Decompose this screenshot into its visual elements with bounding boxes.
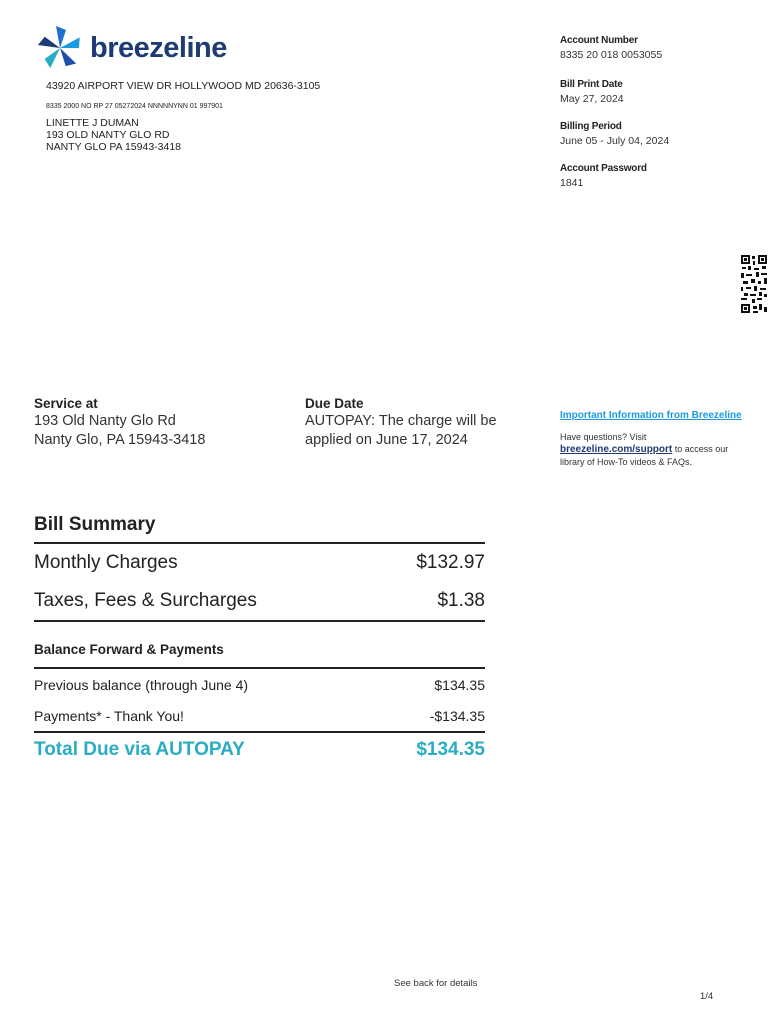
- bill-summary: [34, 512, 485, 767]
- service-label: Service at: [34, 396, 98, 411]
- service-address-block: [34, 396, 205, 450]
- total-due-label: Total Due via AUTOPAY: [34, 739, 245, 760]
- brand-logo: [36, 24, 227, 72]
- due-date-label: Due Date: [305, 396, 364, 411]
- account-number-block: [560, 35, 662, 61]
- recipient-name: LINETTE J DUMAN: [46, 117, 139, 129]
- previous-balance-row: [34, 669, 485, 700]
- total-due-value: $134.35: [416, 739, 485, 760]
- service-line1: 193 Old Nanty Glo Rd: [34, 413, 176, 429]
- previous-balance-value: $134.35: [434, 676, 485, 693]
- taxes-row: [34, 582, 485, 620]
- billing-period: June 05 - July 04, 2024: [560, 135, 670, 147]
- taxes-value: $1.38: [437, 590, 485, 611]
- recipient-street: 193 OLD NANTY GLO RD: [46, 129, 170, 141]
- account-number: 8335 20 018 0053055: [560, 49, 663, 61]
- important-info-link[interactable]: Important Information from Breezeline: [560, 410, 742, 421]
- return-address: 43920 AIRPORT VIEW DR HOLLYWOOD MD 20636-3105: [46, 80, 321, 92]
- payments-row: [34, 700, 485, 731]
- billing-period-block: [560, 121, 669, 147]
- account-number-label: Account Number: [560, 35, 638, 46]
- page-number: 1/4: [700, 991, 714, 1002]
- service-line2: Nanty Glo, PA 15943-3418: [34, 432, 206, 448]
- due-date-text: AUTOPAY: The charge will be applied on June 17, 2024: [305, 413, 497, 448]
- pinwheel-logo-icon: [36, 24, 84, 72]
- taxes-label: Taxes, Fees & Surcharges: [34, 590, 257, 611]
- account-password: 1841: [560, 177, 584, 189]
- monthly-charges-value: $132.97: [416, 552, 485, 573]
- qr-code-icon: [740, 254, 768, 314]
- info-block: [560, 410, 750, 468]
- support-suffix: to access our library of How-To videos & FAQs.: [560, 444, 729, 467]
- account-password-label: Account Password: [560, 163, 647, 174]
- print-date-label: Bill Print Date: [560, 79, 623, 90]
- recipient-city: NANTY GLO PA 15943-3418: [46, 141, 182, 153]
- payments-label: Payments* - Thank You!: [34, 707, 184, 724]
- questions-text: [560, 431, 750, 468]
- brand-name: breezeline: [90, 31, 227, 64]
- monthly-charges-row: [34, 544, 485, 582]
- account-password-block: [560, 163, 647, 189]
- balance-forward-heading: Balance Forward & Payments: [34, 642, 224, 657]
- questions-prefix: Have questions? Visit: [560, 432, 647, 442]
- due-date-block: [305, 396, 505, 450]
- recipient-address: [46, 117, 181, 153]
- monthly-charges-label: Monthly Charges: [34, 552, 178, 573]
- billing-period-label: Billing Period: [560, 121, 622, 132]
- previous-balance-label: Previous balance (through June 4): [34, 676, 249, 693]
- bill-summary-title: Bill Summary: [34, 514, 156, 535]
- scan-line: 8335 2000 NO RP 27 05272024 NNNNNYNN 01 997901: [46, 103, 223, 110]
- print-date: May 27, 2024: [560, 93, 624, 105]
- total-due-row: [34, 733, 485, 767]
- payments-value: -$134.35: [429, 707, 485, 724]
- footer-note: See back for details: [394, 978, 478, 989]
- print-date-block: [560, 79, 624, 105]
- support-link[interactable]: breezeline.com/support: [560, 444, 673, 455]
